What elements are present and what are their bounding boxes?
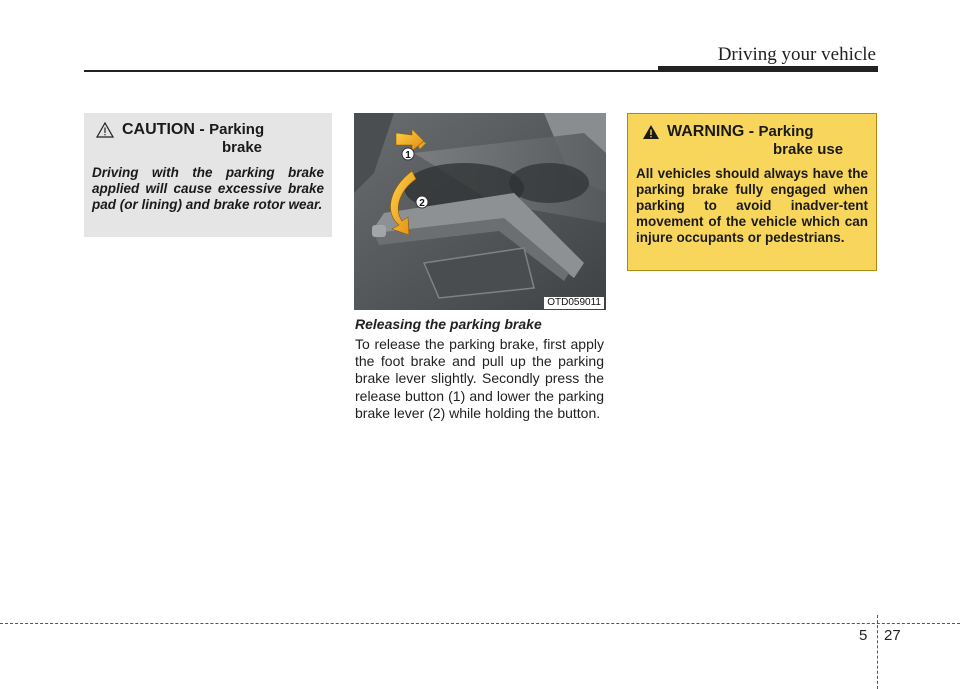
- warning-separator: -: [744, 123, 759, 140]
- caution-title-row: [96, 121, 324, 157]
- figure-code: OTD059011: [544, 297, 604, 309]
- section-subheading: Releasing the parking brake: [355, 316, 542, 332]
- section-paragraph: To release the parking brake, first apply the foot brake and pull up the parking brake lever slightly. Secondly press the release button (1) and lower the parking brake lever (2) while holding the button.: [355, 336, 604, 421]
- warning-title-row: [642, 123, 868, 159]
- chapter-number: 5: [859, 627, 868, 644]
- header-rule-accent: [658, 66, 878, 72]
- parking-brake-illustration: [354, 113, 606, 310]
- footer-divider: [877, 615, 878, 689]
- page-number: 27: [884, 627, 901, 644]
- footer-dashed-rule: [0, 623, 960, 624]
- warning-text: All vehicles should always have the parking brake fully engaged when parking to avoid inadver-tent movement of the vehicle which can injure occupants or pedestrians.: [636, 166, 868, 245]
- callout-2-label: 2: [419, 198, 425, 209]
- caution-text: Driving with the parking brake applied will cause excessive brake pad (or lining) and brake rotor wear.: [92, 165, 324, 212]
- caution-topic-line2: brake: [222, 139, 263, 156]
- warning-topic-line1: Parking: [758, 123, 814, 140]
- warning-label: WARNING: [667, 123, 745, 140]
- parking-brake-figure: [354, 113, 606, 310]
- running-header-title: Driving your vehicle: [717, 44, 876, 65]
- caution-topic-line1: Parking: [209, 121, 265, 138]
- caution-triangle-icon: [96, 122, 114, 138]
- caution-heading: [122, 121, 264, 157]
- caution-separator: -: [194, 121, 210, 138]
- warning-triangle-icon: [642, 124, 660, 140]
- warning-topic-line2: brake use: [773, 141, 844, 158]
- warning-box: [627, 113, 877, 271]
- callout-1-label: 1: [405, 150, 411, 161]
- caution-box: [84, 113, 332, 237]
- caution-label: CAUTION: [122, 121, 195, 138]
- warning-heading: [667, 123, 843, 159]
